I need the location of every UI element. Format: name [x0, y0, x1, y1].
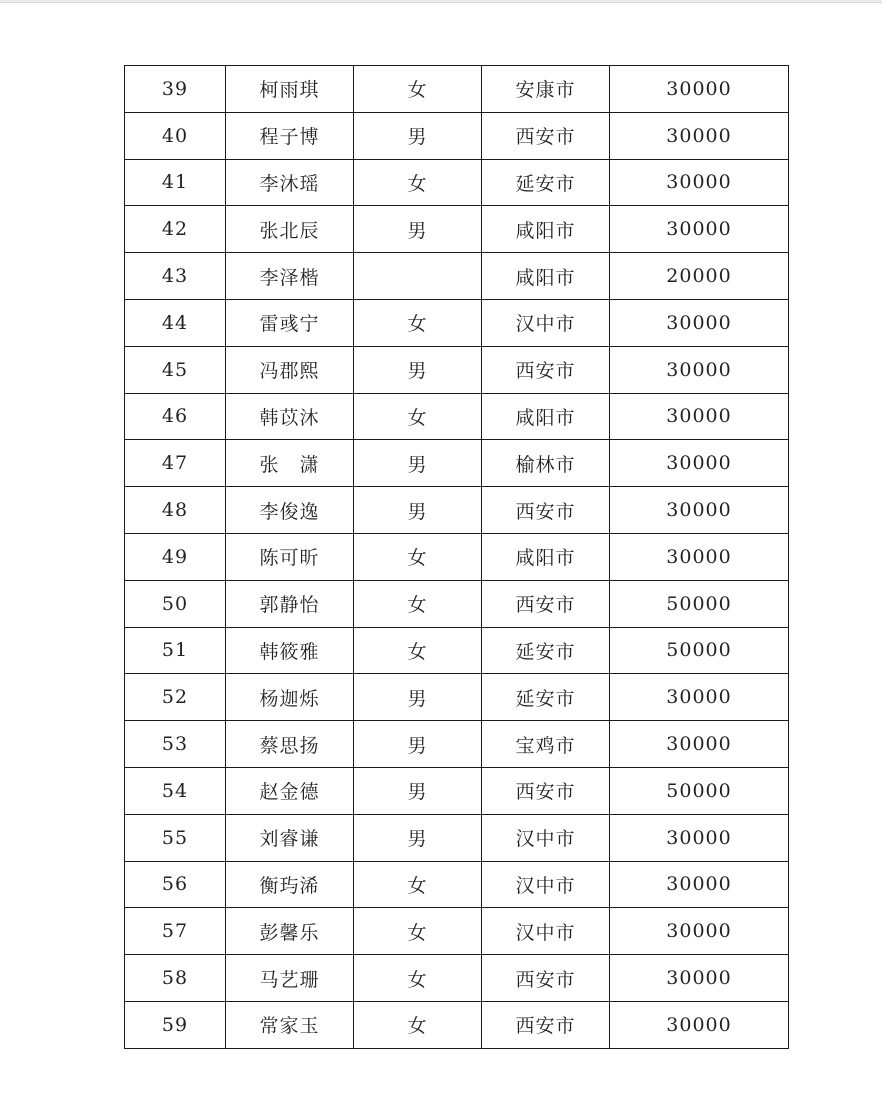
table-row [125, 533, 789, 580]
city-cell: 咸阳市 [482, 206, 610, 253]
amount-cell: 30000 [610, 814, 789, 861]
name-cell: 郭静怡 [226, 580, 354, 627]
row-number-cell: 43 [125, 253, 226, 300]
gender-cell: 女 [354, 627, 482, 674]
city-cell: 咸阳市 [482, 393, 610, 440]
row-number-cell: 56 [125, 861, 226, 908]
table-row [125, 814, 789, 861]
gender-cell: 女 [354, 66, 482, 113]
amount-cell: 30000 [610, 66, 789, 113]
amount-cell: 30000 [610, 487, 789, 534]
row-number-cell: 44 [125, 299, 226, 346]
gender-cell: 女 [354, 533, 482, 580]
row-number-cell: 41 [125, 159, 226, 206]
gender-cell: 女 [354, 159, 482, 206]
gender-cell: 男 [354, 767, 482, 814]
table-row [125, 66, 789, 113]
city-cell: 西安市 [482, 346, 610, 393]
city-cell: 汉中市 [482, 299, 610, 346]
amount-cell: 30000 [610, 299, 789, 346]
city-cell: 安康市 [482, 66, 610, 113]
roster-table [124, 65, 789, 1049]
row-number-cell: 53 [125, 721, 226, 768]
amount-cell: 30000 [610, 206, 789, 253]
city-cell: 延安市 [482, 674, 610, 721]
amount-cell: 30000 [610, 393, 789, 440]
table-row [125, 393, 789, 440]
city-cell: 延安市 [482, 627, 610, 674]
row-number-cell: 39 [125, 66, 226, 113]
row-number-cell: 48 [125, 487, 226, 534]
name-cell: 李沐瑶 [226, 159, 354, 206]
city-cell: 西安市 [482, 1001, 610, 1048]
amount-cell: 30000 [610, 533, 789, 580]
city-cell: 汉中市 [482, 861, 610, 908]
row-number-cell: 49 [125, 533, 226, 580]
city-cell: 延安市 [482, 159, 610, 206]
name-cell: 韩苡沐 [226, 393, 354, 440]
table-row [125, 861, 789, 908]
table-row [125, 627, 789, 674]
gender-cell: 女 [354, 580, 482, 627]
row-number-cell: 40 [125, 112, 226, 159]
name-cell: 衡玙浠 [226, 861, 354, 908]
gender-cell: 女 [354, 908, 482, 955]
row-number-cell: 51 [125, 627, 226, 674]
table-row [125, 206, 789, 253]
gender-cell: 男 [354, 721, 482, 768]
amount-cell: 30000 [610, 955, 789, 1002]
name-cell: 李泽楷 [226, 253, 354, 300]
name-cell: 蔡思扬 [226, 721, 354, 768]
city-cell: 西安市 [482, 580, 610, 627]
row-number-cell: 59 [125, 1001, 226, 1048]
row-number-cell: 54 [125, 767, 226, 814]
name-cell: 马艺珊 [226, 955, 354, 1002]
name-cell: 彭馨乐 [226, 908, 354, 955]
amount-cell: 20000 [610, 253, 789, 300]
amount-cell: 30000 [610, 861, 789, 908]
gender-cell: 男 [354, 487, 482, 534]
row-number-cell: 55 [125, 814, 226, 861]
amount-cell: 30000 [610, 674, 789, 721]
gender-cell: 男 [354, 674, 482, 721]
table-row [125, 112, 789, 159]
table-row [125, 674, 789, 721]
gender-cell: 男 [354, 440, 482, 487]
amount-cell: 30000 [610, 908, 789, 955]
name-cell: 刘睿谦 [226, 814, 354, 861]
row-number-cell: 52 [125, 674, 226, 721]
row-number-cell: 50 [125, 580, 226, 627]
name-cell: 陈可昕 [226, 533, 354, 580]
amount-cell: 30000 [610, 440, 789, 487]
name-cell: 雷彧宁 [226, 299, 354, 346]
row-number-cell: 42 [125, 206, 226, 253]
gender-cell: 男 [354, 206, 482, 253]
amount-cell: 50000 [610, 580, 789, 627]
name-cell: 柯雨琪 [226, 66, 354, 113]
gender-cell: 女 [354, 1001, 482, 1048]
row-number-cell: 58 [125, 955, 226, 1002]
city-cell: 西安市 [482, 767, 610, 814]
name-cell: 韩筱雅 [226, 627, 354, 674]
name-cell: 张 潇 [226, 440, 354, 487]
amount-cell: 50000 [610, 627, 789, 674]
gender-cell [354, 253, 482, 300]
gender-cell: 女 [354, 393, 482, 440]
name-cell: 李俊逸 [226, 487, 354, 534]
table-row [125, 955, 789, 1002]
table-row [125, 440, 789, 487]
document-page [0, 2, 882, 1105]
table-row [125, 299, 789, 346]
name-cell: 程子博 [226, 112, 354, 159]
table-row [125, 159, 789, 206]
city-cell: 汉中市 [482, 908, 610, 955]
city-cell: 西安市 [482, 955, 610, 1002]
city-cell: 宝鸡市 [482, 721, 610, 768]
name-cell: 冯郡熙 [226, 346, 354, 393]
city-cell: 咸阳市 [482, 253, 610, 300]
gender-cell: 男 [354, 112, 482, 159]
amount-cell: 30000 [610, 346, 789, 393]
gender-cell: 女 [354, 861, 482, 908]
city-cell: 西安市 [482, 112, 610, 159]
table-row [125, 767, 789, 814]
table-row [125, 1001, 789, 1048]
name-cell: 杨迦烁 [226, 674, 354, 721]
row-number-cell: 45 [125, 346, 226, 393]
gender-cell: 女 [354, 955, 482, 1002]
table-row [125, 908, 789, 955]
table-row [125, 721, 789, 768]
amount-cell: 30000 [610, 159, 789, 206]
amount-cell: 30000 [610, 112, 789, 159]
amount-cell: 50000 [610, 767, 789, 814]
row-number-cell: 47 [125, 440, 226, 487]
table-row [125, 487, 789, 534]
table-row [125, 346, 789, 393]
city-cell: 汉中市 [482, 814, 610, 861]
city-cell: 西安市 [482, 487, 610, 534]
table-row [125, 580, 789, 627]
amount-cell: 30000 [610, 721, 789, 768]
gender-cell: 男 [354, 814, 482, 861]
city-cell: 咸阳市 [482, 533, 610, 580]
roster-table-body [125, 66, 789, 1049]
gender-cell: 男 [354, 346, 482, 393]
row-number-cell: 57 [125, 908, 226, 955]
table-row [125, 253, 789, 300]
name-cell: 赵金德 [226, 767, 354, 814]
city-cell: 榆林市 [482, 440, 610, 487]
name-cell: 常家玉 [226, 1001, 354, 1048]
row-number-cell: 46 [125, 393, 226, 440]
name-cell: 张北辰 [226, 206, 354, 253]
gender-cell: 女 [354, 299, 482, 346]
amount-cell: 30000 [610, 1001, 789, 1048]
